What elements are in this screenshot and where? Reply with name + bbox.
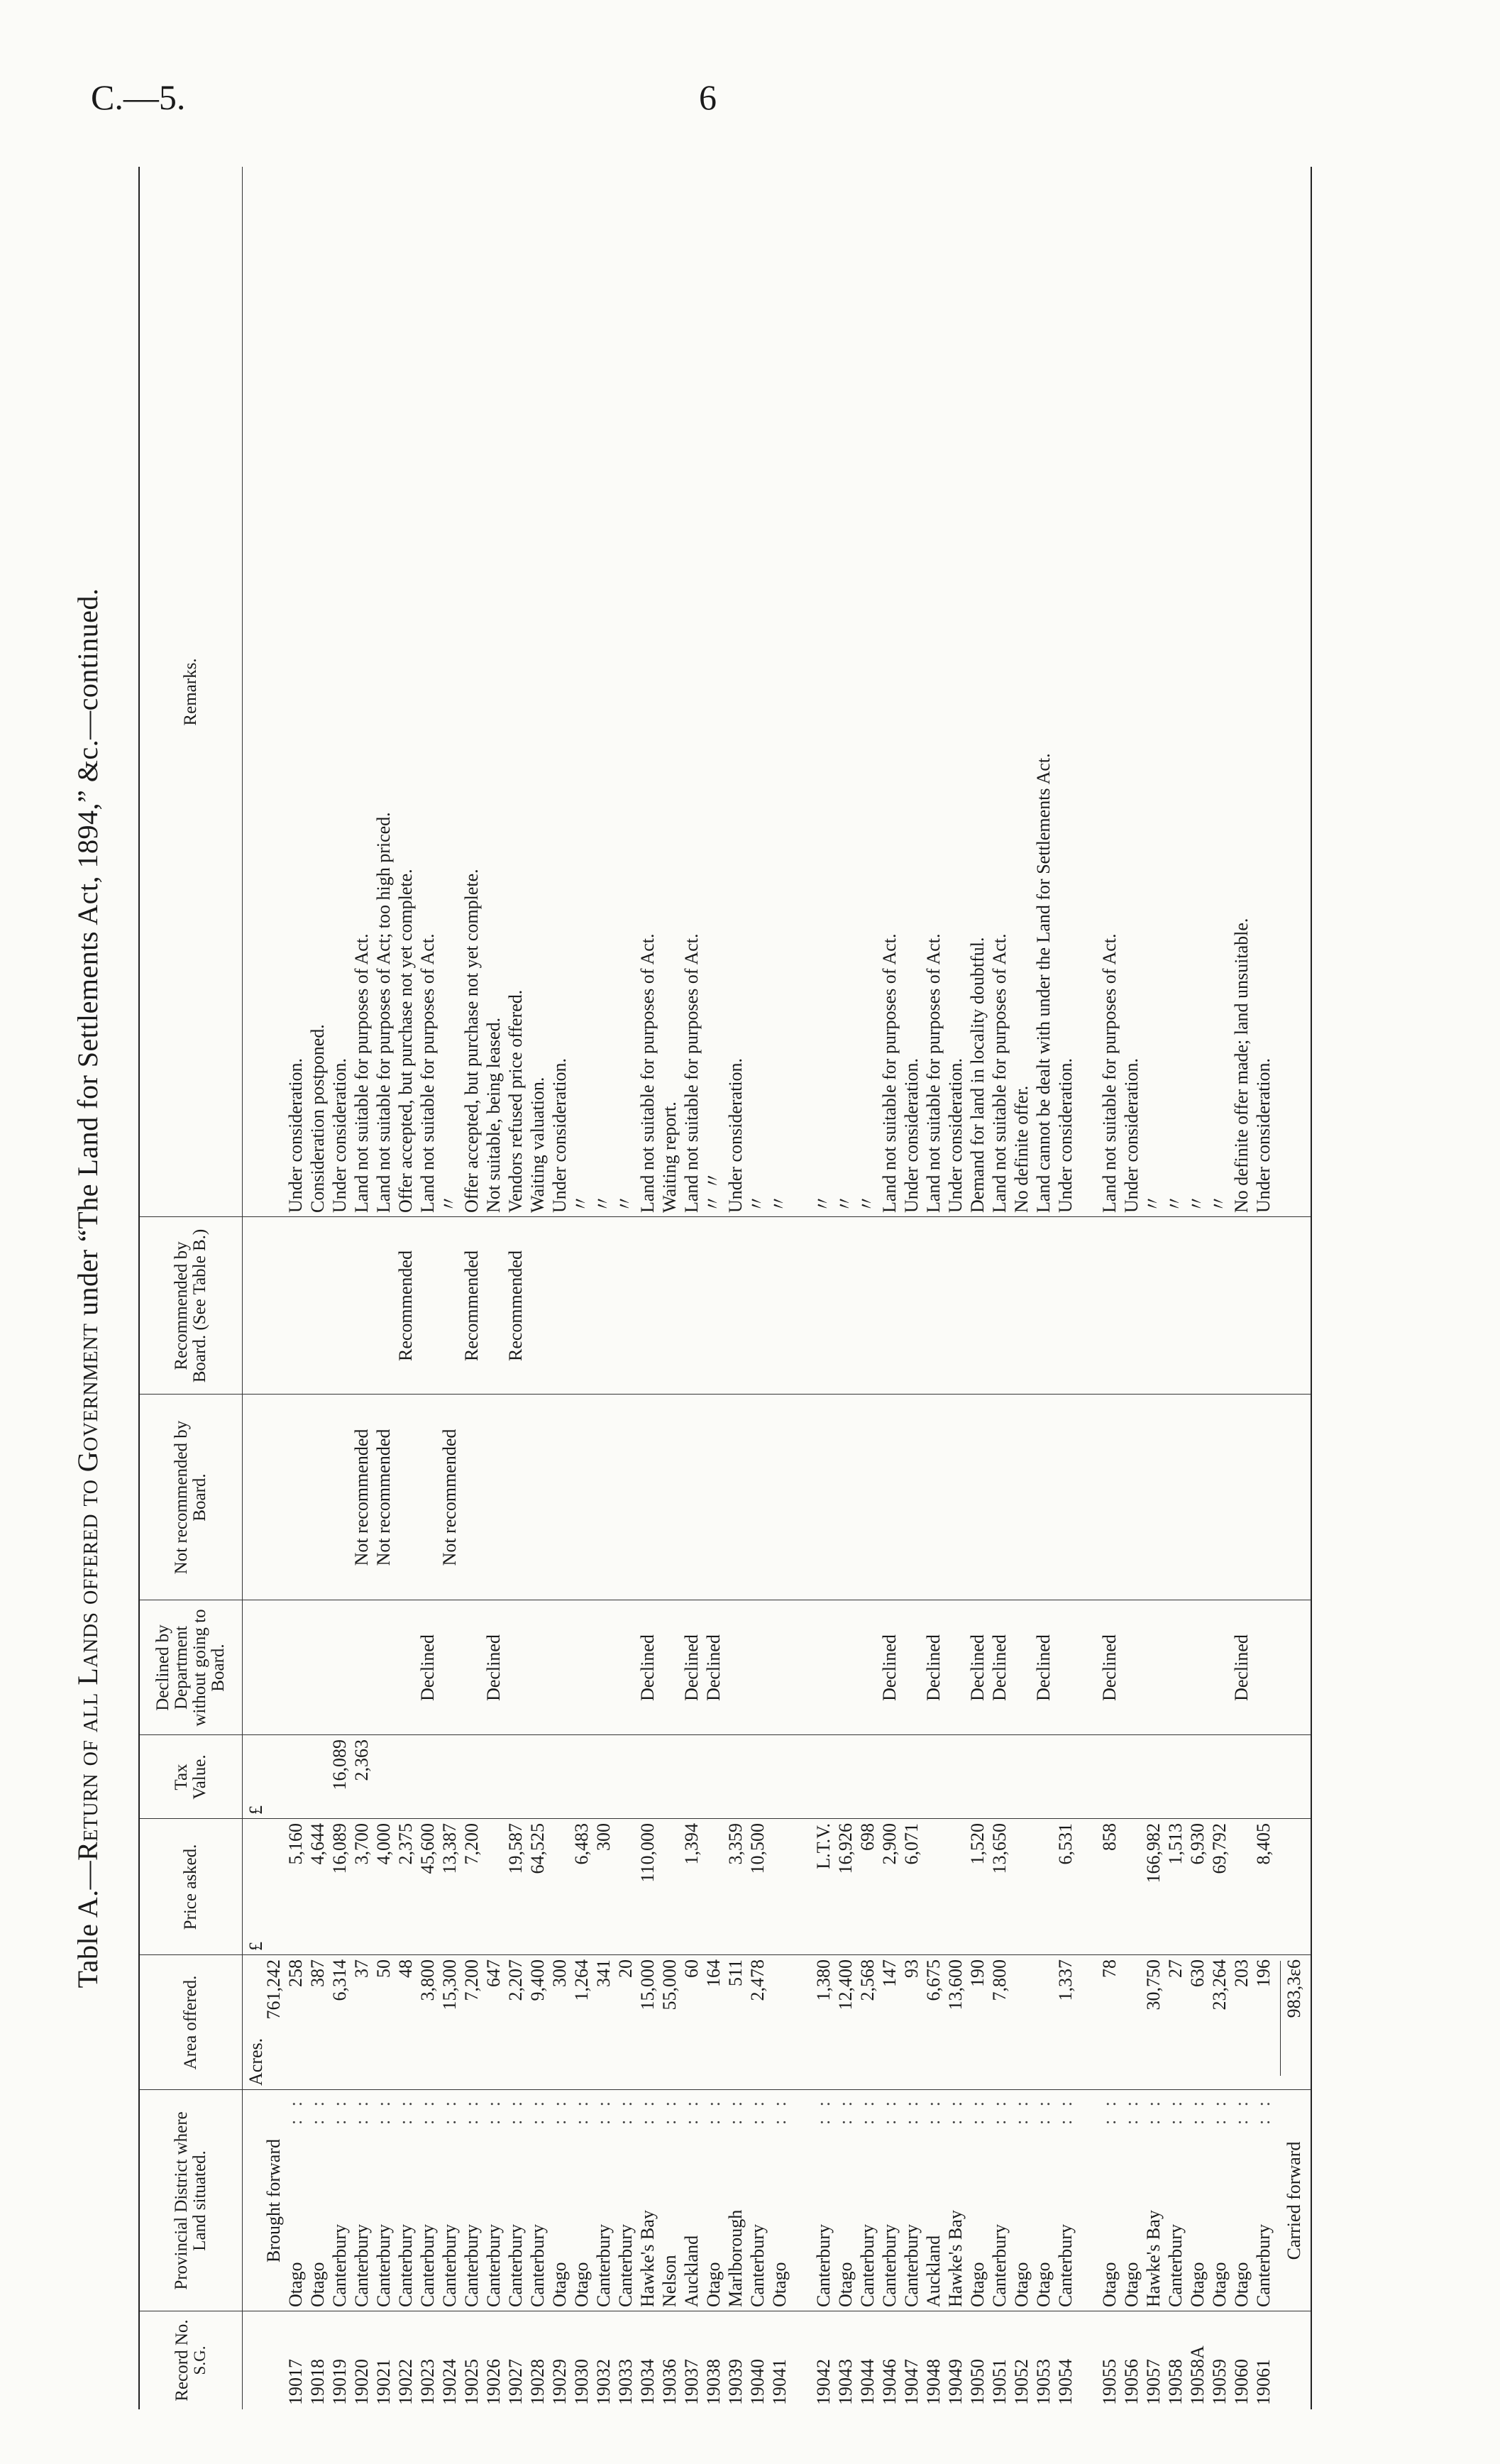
remark-text: No definite offer made; land unsuitable. — [1231, 918, 1252, 1213]
remark-text: Land not suitable for purposes of Act. — [681, 933, 702, 1213]
record-number: 19056 — [1121, 2359, 1142, 2405]
remark-text: Waiting report. — [659, 1101, 680, 1213]
district-name: Otago : : — [835, 2097, 856, 2307]
record-number: 19033 — [615, 2359, 636, 2405]
price-value: 110,000 — [637, 1823, 658, 1883]
record-number: 19036 — [659, 2359, 680, 2405]
remark-text: Land not suitable for purposes of Act. — [1099, 933, 1120, 1213]
price-value: 858 — [1099, 1823, 1120, 1851]
remark-text: 〃 — [439, 1194, 460, 1213]
remark-text: Vendors refused price offered. — [505, 989, 526, 1213]
leader-dots: : : — [395, 2097, 416, 2125]
district-name: Otago : : — [769, 2097, 790, 2307]
record-number: 19027 — [505, 2359, 526, 2405]
price-value: 698 — [857, 1823, 878, 1851]
record-number: 19034 — [637, 2359, 658, 2405]
district-name: Otago : : — [967, 2097, 988, 2307]
leader-dots: : : — [1143, 2097, 1164, 2125]
remark-text: 〃 — [835, 1194, 856, 1213]
record-number: 19041 — [769, 2359, 790, 2405]
district-name: Canterbury : : — [395, 2097, 416, 2307]
area-value: 647 — [483, 1959, 504, 1987]
rotated-table-region — [71, 167, 1334, 2409]
price-value: 3,700 — [351, 1823, 372, 1865]
leader-dots: : : — [769, 2097, 790, 2125]
column-price — [140, 1818, 1311, 1955]
area-value: 2,207 — [505, 1959, 526, 2001]
remark-text: Offer accepted, but purchase not yet complete. — [395, 869, 416, 1213]
area-value: 630 — [1187, 1959, 1208, 1987]
record-number: 19050 — [967, 2359, 988, 2405]
price-value: 3,359 — [725, 1823, 746, 1865]
district-name: Otago : : — [1187, 2097, 1208, 2307]
not-recommended-value: Not recommended — [373, 1429, 394, 1566]
area-value: 387 — [307, 1959, 328, 1987]
declined-value: Declined — [879, 1634, 900, 1701]
area-value: 55,000 — [659, 1959, 680, 2011]
district-name: Canterbury : : — [1165, 2097, 1186, 2307]
record-number: 19054 — [1055, 2359, 1076, 2405]
header-remarks: Remarks. — [140, 167, 243, 1217]
leader-dots: : : — [1165, 2097, 1186, 2125]
carried-forward-label: Carried forward — [1284, 2141, 1304, 2260]
record-number: 19049 — [945, 2359, 966, 2405]
area-value: 6,314 — [329, 1959, 350, 2001]
not-recommended-value: Not recommended — [439, 1429, 460, 1566]
record-number: 19061 — [1253, 2359, 1274, 2405]
leader-dots: : : — [923, 2097, 944, 2125]
remark-text: Under consideration. — [1121, 1057, 1142, 1213]
district-name: Auckland : : — [923, 2097, 944, 2307]
area-value: 258 — [285, 1959, 306, 1987]
area-value: 78 — [1099, 1959, 1120, 1978]
remark-text: 〃 — [1187, 1194, 1208, 1213]
area-value: 2,478 — [747, 1959, 768, 2001]
brought-forward-label: Brought forward — [263, 2139, 284, 2263]
record-number: 19040 — [747, 2359, 768, 2405]
remark-text: 〃 — [857, 1194, 878, 1213]
district-name: Canterbury : : — [351, 2097, 372, 2307]
declined-value: Declined — [967, 1634, 988, 1701]
area-value: 12,400 — [835, 1959, 856, 2011]
district-name: Hawke's Bay : : — [637, 2097, 658, 2307]
area-value: 60 — [681, 1959, 702, 1978]
record-number: 19059 — [1209, 2359, 1230, 2405]
header-declined: Declined by Department without going to Board. — [140, 1600, 243, 1735]
record-number: 19047 — [901, 2359, 922, 2405]
remark-text: 〃 — [747, 1194, 768, 1213]
record-number: 19052 — [1011, 2359, 1032, 2405]
record-number: 19022 — [395, 2359, 416, 2405]
district-name: Otago : : — [1209, 2097, 1230, 2307]
price-value: 300 — [593, 1823, 614, 1851]
record-number: 19048 — [923, 2359, 944, 2405]
price-value: 6,483 — [571, 1823, 592, 1865]
leader-dots: : : — [307, 2097, 328, 2125]
area-value: 196 — [1253, 1959, 1274, 1987]
leader-dots: : : — [351, 2097, 372, 2125]
remark-text: Land not suitable for purposes of Act. — [989, 933, 1010, 1213]
column-record-no — [140, 2311, 1311, 2409]
leader-dots: : : — [901, 2097, 922, 2125]
remark-text: 〃 — [1143, 1194, 1164, 1213]
price-value: L.T.V. — [813, 1823, 834, 1869]
record-number: 19017 — [285, 2359, 306, 2405]
leader-dots: : : — [329, 2097, 350, 2125]
record-number: 19057 — [1143, 2359, 1164, 2405]
price-unit: £ — [246, 1942, 266, 1951]
price-value: 6,930 — [1187, 1823, 1208, 1865]
declined-value: Declined — [989, 1634, 1010, 1701]
not-recommended-value: Not recommended — [351, 1429, 372, 1566]
district-name: Otago : : — [307, 2097, 328, 2307]
record-number: 19042 — [813, 2359, 834, 2405]
remark-text: 〃 — [571, 1194, 592, 1213]
tax-value: 16,089 — [329, 1739, 350, 1791]
remark-text: Under consideration. — [901, 1057, 922, 1213]
table-title — [71, 167, 104, 2409]
area-value: 6,675 — [923, 1959, 944, 2001]
leader-dots: : : — [285, 2097, 306, 2125]
record-number: 19043 — [835, 2359, 856, 2405]
price-value: 1,513 — [1165, 1823, 1186, 1865]
district-name: Auckland : : — [681, 2097, 702, 2307]
declined-value: Declined — [1099, 1634, 1120, 1701]
record-number: 19038 — [703, 2359, 724, 2405]
column-tax — [140, 1734, 1311, 1819]
table-title-suffix: under “The Land for Settlements Act, 1894,” &c.—continued. — [72, 588, 104, 1324]
district-name: Canterbury : : — [1253, 2097, 1274, 2307]
leader-dots: : : — [857, 2097, 878, 2125]
area-value: 20 — [615, 1959, 636, 1978]
leader-dots: : : — [1209, 2097, 1230, 2125]
district-name: Otago : : — [571, 2097, 592, 2307]
price-value: 8,405 — [1253, 1823, 1274, 1865]
district-name: Canterbury : : — [505, 2097, 526, 2307]
price-value: 13,650 — [989, 1823, 1010, 1874]
tax-unit: £ — [246, 1805, 266, 1815]
price-value: 19,587 — [505, 1823, 526, 1874]
leader-dots: : : — [945, 2097, 966, 2125]
remark-text: Land not suitable for purposes of Act. — [417, 933, 438, 1213]
leader-dots: : : — [967, 2097, 988, 2125]
record-number: 19039 — [725, 2359, 746, 2405]
remark-text: 〃 — [615, 1194, 636, 1213]
record-number: 19037 — [681, 2359, 702, 2405]
area-value: 7,200 — [461, 1959, 482, 2001]
district-name: Canterbury : : — [593, 2097, 614, 2307]
area-value: 341 — [593, 1959, 614, 1987]
leader-dots: : : — [373, 2097, 394, 2125]
record-number: 19026 — [483, 2359, 504, 2405]
declined-value: Declined — [923, 1634, 944, 1701]
leader-dots: : : — [461, 2097, 482, 2125]
leader-dots: : : — [1187, 2097, 1208, 2125]
district-name: Canterbury : : — [857, 2097, 878, 2307]
remark-text: Land not suitable for purposes of Act. — [879, 933, 900, 1213]
price-value: 6,071 — [901, 1823, 922, 1865]
column-recommended — [140, 1216, 1311, 1395]
record-number: 19055 — [1099, 2359, 1120, 2405]
area-value: 30,750 — [1143, 1959, 1164, 2011]
record-number: 19021 — [373, 2359, 394, 2405]
area-value: 50 — [373, 1959, 394, 1978]
tax-value: 2,363 — [351, 1739, 372, 1781]
remark-text: 〃 〃 — [703, 1171, 724, 1213]
remark-text: Consideration postponed. — [307, 1024, 328, 1213]
remark-text: 〃 — [769, 1194, 790, 1213]
column-not-recommended — [140, 1394, 1311, 1600]
remark-text: Under consideration. — [725, 1057, 746, 1213]
price-value: 1,520 — [967, 1823, 988, 1865]
district-name: Otago : : — [1033, 2097, 1054, 2307]
leader-dots: : : — [527, 2097, 548, 2125]
area-value: 37 — [351, 1959, 372, 1978]
record-number: 19058A — [1187, 2345, 1208, 2405]
leader-dots: : : — [1055, 2097, 1076, 2125]
record-number: 19044 — [857, 2359, 878, 2405]
area-value: 1,337 — [1055, 1959, 1076, 2001]
price-value: 166,982 — [1143, 1823, 1164, 1883]
price-value: 5,160 — [285, 1823, 306, 1865]
leader-dots: : : — [747, 2097, 768, 2125]
record-number: 19024 — [439, 2359, 460, 2405]
record-number: 19058 — [1165, 2359, 1186, 2405]
remark-text: Land not suitable for purposes of Act. — [923, 933, 944, 1213]
price-value: 4,644 — [307, 1823, 328, 1865]
remark-text: 〃 — [1165, 1194, 1186, 1213]
leader-dots: : : — [725, 2097, 746, 2125]
remark-text: No definite offer. — [1011, 1085, 1032, 1213]
declined-value: Declined — [483, 1634, 504, 1701]
leader-dots: : : — [1099, 2097, 1120, 2125]
district-name: Otago : : — [285, 2097, 306, 2307]
area-value: 203 — [1231, 1959, 1252, 1987]
record-number: 19060 — [1231, 2359, 1252, 2405]
remark-text: Under consideration. — [1055, 1057, 1076, 1213]
area-unit: Acres. — [246, 2037, 266, 2086]
area-value: 23,264 — [1209, 1959, 1230, 2011]
remark-text: Under consideration. — [945, 1057, 966, 1213]
record-number: 19018 — [307, 2359, 328, 2405]
district-name: Otago : : — [703, 2097, 724, 2307]
area-value: 15,000 — [637, 1959, 658, 2011]
remark-text: Under consideration. — [285, 1057, 306, 1213]
remark-text: Land not suitable for purposes of Act; too high priced. — [373, 812, 394, 1213]
district-name: Otago : : — [549, 2097, 570, 2307]
table-title-main: Return of all Lands offered to Government — [72, 1323, 104, 1861]
leader-dots: : : — [813, 2097, 834, 2125]
district-name: Hawke's Bay : : — [945, 2097, 966, 2307]
header-area: Area offered. — [140, 1955, 243, 2090]
leader-dots: : : — [681, 2097, 702, 2125]
record-number: 19028 — [527, 2359, 548, 2405]
recommended-value: Recommended — [461, 1250, 482, 1361]
area-value: 300 — [549, 1959, 570, 1987]
area-value: 1,264 — [571, 1959, 592, 2001]
column-declined — [140, 1600, 1311, 1735]
remark-text: 〃 — [813, 1194, 834, 1213]
district-name: Canterbury : : — [813, 2097, 834, 2307]
leader-dots: : : — [571, 2097, 592, 2125]
district-name: Otago : : — [1011, 2097, 1032, 2307]
district-name: Canterbury : : — [879, 2097, 900, 2307]
remark-text: 〃 — [1209, 1194, 1230, 1213]
price-value: 2,375 — [395, 1823, 416, 1865]
declined-value: Declined — [1033, 1634, 1054, 1701]
header-not-recommended: Not recommended by Board. — [140, 1395, 243, 1600]
area-value: 2,568 — [857, 1959, 878, 2001]
price-value: 7,200 — [461, 1823, 482, 1865]
leader-dots: : : — [1011, 2097, 1032, 2125]
leader-dots: : : — [1033, 2097, 1054, 2125]
price-value: 1,394 — [681, 1823, 702, 1865]
leader-dots: : : — [483, 2097, 504, 2125]
district-name: Canterbury : : — [373, 2097, 394, 2307]
page-number: 6 — [699, 77, 717, 117]
area-value: 27 — [1165, 1959, 1186, 1978]
declined-value: Declined — [637, 1634, 658, 1701]
leader-dots: : : — [439, 2097, 460, 2125]
remark-text: Offer accepted, but purchase not yet complete. — [461, 869, 482, 1213]
price-value: 10,500 — [747, 1823, 768, 1874]
area-value: 7,800 — [989, 1959, 1010, 2001]
declined-value: Declined — [681, 1634, 702, 1701]
record-number: 19046 — [879, 2359, 900, 2405]
price-value: 2,900 — [879, 1823, 900, 1865]
area-value: 13,600 — [945, 1959, 966, 2011]
area-value: 9,400 — [527, 1959, 548, 2001]
leader-dots: : : — [505, 2097, 526, 2125]
area-value: 15,300 — [439, 1959, 460, 2011]
price-value: 69,792 — [1209, 1823, 1230, 1874]
price-value: 16,089 — [329, 1823, 350, 1874]
district-name: Canterbury : : — [1055, 2097, 1076, 2307]
district-name: Canterbury : : — [461, 2097, 482, 2307]
remark-text: Land not suitable for purposes of Act. — [351, 933, 372, 1213]
district-name: Canterbury : : — [527, 2097, 548, 2307]
remark-text: Under consideration. — [329, 1057, 350, 1213]
remark-text: 〃 — [593, 1194, 614, 1213]
record-number: 19029 — [549, 2359, 570, 2405]
table-title-prefix: Table A.— — [72, 1860, 104, 1989]
price-value: 16,926 — [835, 1823, 856, 1874]
record-number: 19030 — [571, 2359, 592, 2405]
district-name: Otago : : — [1099, 2097, 1120, 2307]
record-number: 19019 — [329, 2359, 350, 2405]
district-name: Canterbury : : — [747, 2097, 768, 2307]
area-value: 48 — [395, 1959, 416, 1978]
district-name: Canterbury : : — [329, 2097, 350, 2307]
leader-dots: : : — [549, 2097, 570, 2125]
header-price: Price asked. — [140, 1819, 243, 1955]
district-name: Otago : : — [1231, 2097, 1252, 2307]
brought-forward-area: 761,242 — [263, 1959, 284, 2020]
leader-dots: : : — [835, 2097, 856, 2125]
header-district: Provincial District where Land situated. — [140, 2090, 243, 2311]
district-name: Canterbury : : — [901, 2097, 922, 2307]
record-number: 19053 — [1033, 2359, 1054, 2405]
record-number: 19051 — [989, 2359, 1010, 2405]
district-name: Nelson : : — [659, 2097, 680, 2307]
leader-dots: : : — [615, 2097, 636, 2125]
remark-text: Not suitable, being leased. — [483, 1017, 504, 1213]
column-district — [140, 2089, 1311, 2311]
district-name: Canterbury : : — [615, 2097, 636, 2307]
leader-dots: : : — [879, 2097, 900, 2125]
price-value: 13,387 — [439, 1823, 460, 1874]
price-value: 6,531 — [1055, 1823, 1076, 1865]
column-area — [140, 1954, 1311, 2090]
recommended-value: Recommended — [395, 1250, 416, 1361]
header-record-no: Record No. S.G. — [140, 2311, 243, 2409]
leader-dots: : : — [703, 2097, 724, 2125]
column-remarks — [140, 167, 1311, 1217]
document-reference: C.—5. — [91, 77, 186, 117]
district-name: Hawke's Bay : : — [1143, 2097, 1164, 2307]
header-recommended: Recommended by Board. (See Table B.) — [140, 1217, 243, 1395]
declined-value: Declined — [417, 1634, 438, 1701]
lands-table — [138, 167, 1312, 2409]
remark-text: Under consideration. — [1253, 1057, 1274, 1213]
leader-dots: : : — [659, 2097, 680, 2125]
remark-text: Land not suitable for purposes of Act. — [637, 933, 658, 1213]
recommended-value: Recommended — [505, 1250, 526, 1361]
remark-text: Under consideration. — [549, 1057, 570, 1213]
area-value: 190 — [967, 1959, 988, 1987]
district-name: Canterbury : : — [483, 2097, 504, 2307]
area-value: 1,380 — [813, 1959, 834, 2001]
declined-value: Declined — [1231, 1634, 1252, 1701]
remark-text: Land cannot be dealt with under the Land for Settlements Act. — [1033, 753, 1054, 1213]
record-number: 19020 — [351, 2359, 372, 2405]
record-number: 19032 — [593, 2359, 614, 2405]
leader-dots: : : — [1253, 2097, 1274, 2125]
leader-dots: : : — [989, 2097, 1010, 2125]
remark-text: Waiting valuation. — [527, 1077, 548, 1213]
area-value: 93 — [901, 1959, 922, 1978]
leader-dots: : : — [593, 2097, 614, 2125]
area-value: 147 — [879, 1959, 900, 1987]
district-name: Canterbury : : — [989, 2097, 1010, 2307]
price-value: 45,600 — [417, 1823, 438, 1874]
header-tax: Tax Value. — [140, 1735, 243, 1819]
record-number: 19023 — [417, 2359, 438, 2405]
carried-forward-area: 983,3ε6 — [1284, 1959, 1304, 2018]
district-name: Canterbury : : — [439, 2097, 460, 2307]
district-name: Otago : : — [1121, 2097, 1142, 2307]
area-value: 3,800 — [417, 1959, 438, 2001]
district-name: Marlborough : : — [725, 2097, 746, 2307]
area-value: 164 — [703, 1959, 724, 1987]
remark-text: Demand for land in locality doubtful. — [967, 937, 988, 1213]
record-number: 19025 — [461, 2359, 482, 2405]
price-value: 4,000 — [373, 1823, 394, 1865]
price-value: 64,525 — [527, 1823, 548, 1874]
total-rule — [1280, 1961, 1281, 2076]
declined-value: Declined — [703, 1634, 724, 1701]
area-value: 511 — [725, 1959, 746, 1987]
leader-dots: : : — [1121, 2097, 1142, 2125]
district-name: Canterbury : : — [417, 2097, 438, 2307]
leader-dots: : : — [1231, 2097, 1252, 2125]
leader-dots: : : — [417, 2097, 438, 2125]
leader-dots: : : — [637, 2097, 658, 2125]
